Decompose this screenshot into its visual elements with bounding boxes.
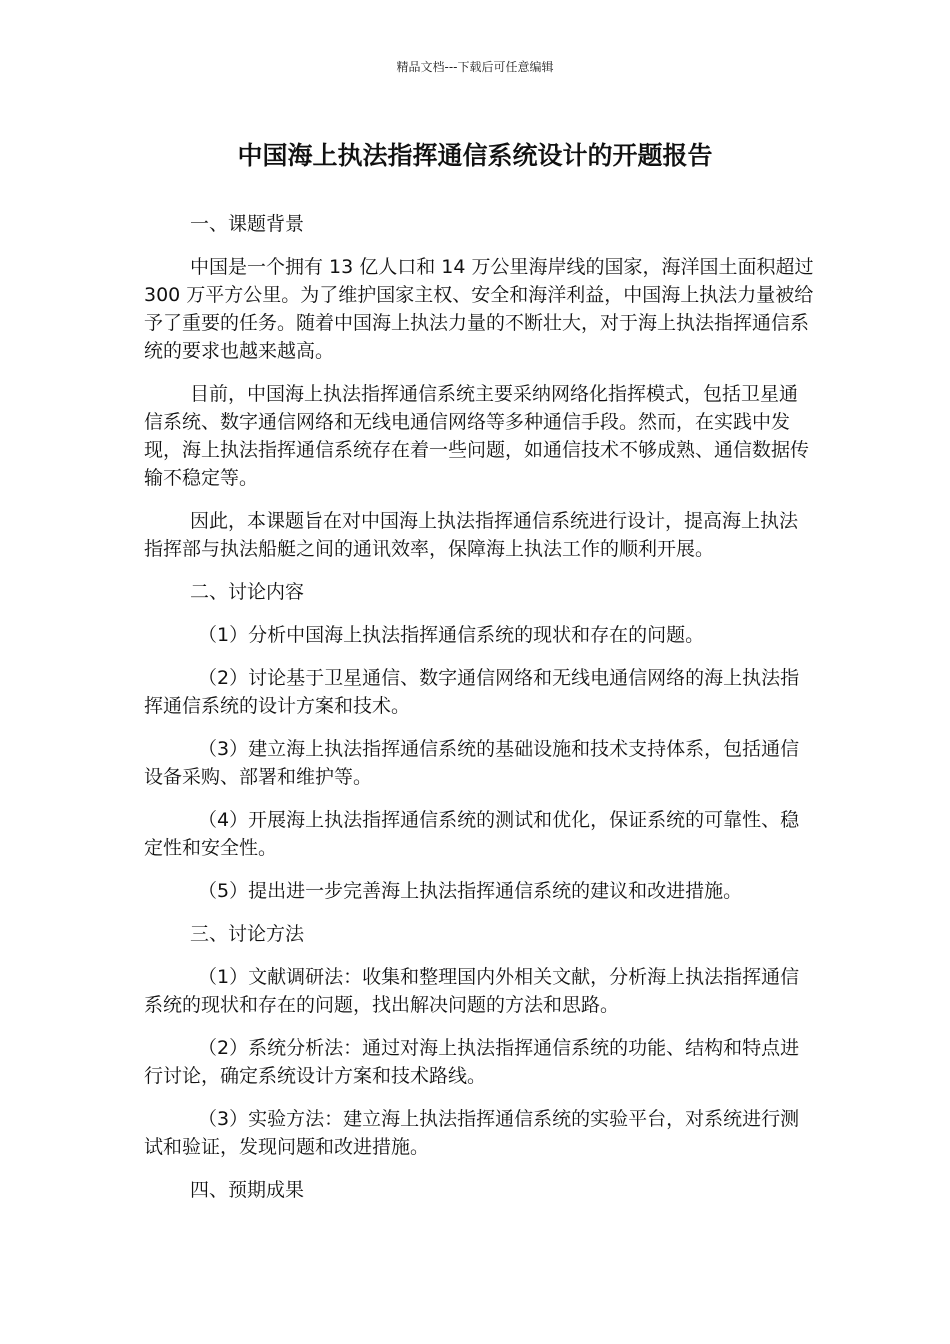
- background-paragraph-2: 目前，中国海上执法指挥通信系统主要采纳网络化指挥模式，包括卫星通信系统、数字通信网络和无线电通信网络等多种通信手段。然而，在实践中发现，海上执法指挥通信系统存在着一些问题，如通信技术不够成熟、通信数据传输不稳定等。: [144, 383, 810, 489]
- document-body: [144, 210, 814, 1219]
- content-item-3: （3）建立海上执法指挥通信系统的基础设施和技术支持体系，包括通信设备采购、部署和维护等。: [144, 738, 800, 788]
- method-item-1: （1）文献调研法：收集和整理国内外相关文献，分析海上执法指挥通信系统的现状和存在的问题，找出解决问题的方法和思路。: [144, 966, 800, 1016]
- document-title: 中国海上执法指挥通信系统设计的开题报告: [237, 141, 713, 170]
- content-item-2: （2）讨论基于卫星通信、数字通信网络和无线电通信网络的海上执法指挥通信系统的设计方案和技术。: [144, 667, 800, 717]
- header-note: 精品文档---下载后可任意编辑: [396, 60, 554, 74]
- method-item-3: （3）实验方法：建立海上执法指挥通信系统的实验平台，对系统进行测试和验证，发现问题和改进措施。: [144, 1108, 800, 1158]
- content-item-4: （4）开展海上执法指挥通信系统的测试和优化，保证系统的可靠性、稳定性和安全性。: [144, 809, 800, 859]
- section-heading-results: 四、预期成果: [190, 1179, 305, 1201]
- background-paragraph-3: 因此，本课题旨在对中国海上执法指挥通信系统进行设计，提高海上执法指挥部与执法船艇之间的通讯效率，保障海上执法工作的顺利开展。: [144, 510, 799, 560]
- content-item-1: （1）分析中国海上执法指挥通信系统的现状和存在的问题。: [198, 624, 705, 646]
- section-heading-background: 一、课题背景: [190, 213, 305, 235]
- section-heading-methods: 三、讨论方法: [190, 923, 305, 945]
- content-item-5: （5）提出进一步完善海上执法指挥通信系统的建议和改进措施。: [198, 880, 743, 902]
- section-heading-content: 二、讨论内容: [190, 581, 305, 603]
- background-paragraph-1: 中国是一个拥有 13 亿人口和 14 万公里海岸线的国家，海洋国土面积超过 300 万平方公里。为了维护国家主权、安全和海洋利益，中国海上执法力量被给予了重要的任务。随着中国海上执法力量的不断壮大，对于海上执法指挥通信系统的要求也越来越高。: [144, 256, 814, 362]
- method-item-2: （2）系统分析法：通过对海上执法指挥通信系统的功能、结构和特点进行讨论，确定系统设计方案和技术路线。: [144, 1037, 800, 1087]
